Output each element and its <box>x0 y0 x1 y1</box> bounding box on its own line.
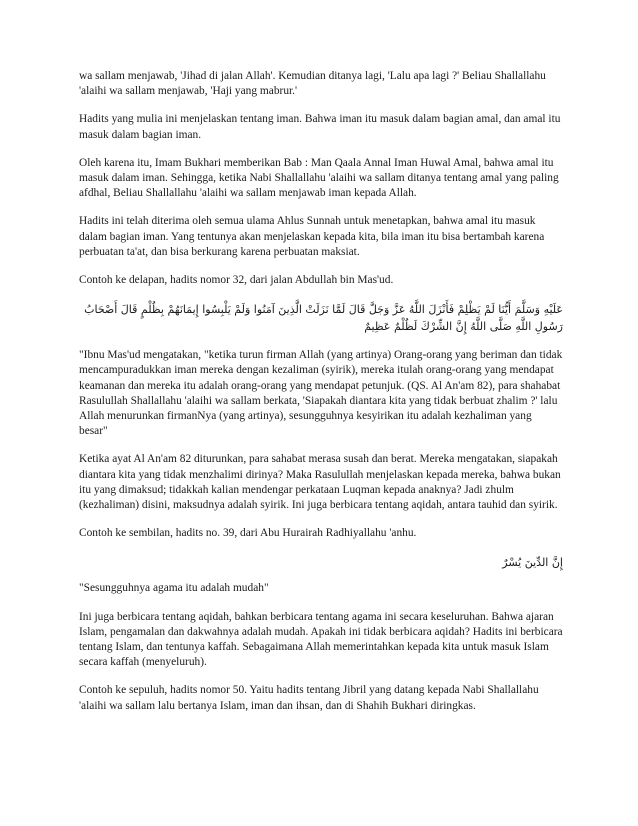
paragraph-aqidah-discussion: Ini juga berbicara tentang aqidah, bahkan berbicara tentang agama ini secara keseluruhan. Bahwa ajaran Islam, pengamalan dan dakwahnya adalah mudah. Apakah ini tidak berbicara aqidah? Hadits ini berbicara tentang Islam, dan tentunya kaffah. Sebagaimana Allah memerintahkan kepada kita untuk masuk Islam secara kaffah (menyeluruh). <box>79 610 563 669</box>
paragraph-example-10-heading: Contoh ke sepuluh, hadits nomor 50. Yaitu hadits tentang Jibril yang datang kepada Nabi Shallallahu 'alaihi wa sallam lalu bertanya Islam, iman dan ihsan, dan di Shahih Bukhari diringkas. <box>79 684 539 712</box>
paragraph-example-9-heading: Contoh ke sembilan, hadits no. 39, dari Abu Hurairah Radhiyallahu 'anhu. <box>79 527 417 540</box>
arabic-hadith-39: إِنَّ الدِّينَ يُسْرٌ <box>502 556 563 570</box>
paragraph-hadith-32-translation: "Ibnu Mas'ud mengatakan, "ketika turun firman Allah (yang artinya) Orang-orang yang beriman dan tidak mencampuradukkan iman mereka dengan kezaliman (syirik), mereka itulah orang-orang yang mendapat keamanan dan mereka itu adalah orang-orang yang mendapat petunjuk. (QS. Al An'am 82), para shahabat Rasulullah Shallallahu 'alaihi wa sallam berkata, 'Siapakah diantara kita yang tidak berbuat zhalim ?' lalu Allah menurunkan firmanNya (yang artinya), sesungguhnya kesyirikan itu adalah kezhaliman yang besar" <box>79 349 563 438</box>
paragraph-3: Oleh karena itu, Imam Bukhari memberikan Bab : Man Qaala Annal Iman Huwal Amal, bahwa amal itu masuk dalam iman. Sehingga, ketika Nabi Shallallahu 'alaihi wa sallam ditanya tentang amal yang paling afdhal, Beliau Shallallahu 'alaihi wa sallam menjawab iman kepada Allah. <box>79 156 559 200</box>
paragraph-1: wa sallam menjawab, 'Jihad di jalan Allah'. Kemudian ditanya lagi, 'Lalu apa lagi ?' Beliau Shallallahu 'alaihi wa sallam menjawab, 'Haji yang mabrur.' <box>79 70 546 98</box>
paragraph-example-8-heading: Contoh ke delapan, hadits nomor 32, dari jalan Abdullah bin Mas'ud. <box>79 274 394 287</box>
paragraph-2: Hadits yang mulia ini menjelaskan tentang iman. Bahwa iman itu masuk dalam bagian amal, dan amal itu masuk dalam bagian iman. <box>79 113 561 141</box>
paragraph-4: Hadits ini telah diterima oleh semua ulama Ahlus Sunnah untuk menetapkan, bahwa amal itu masuk dalam bagian iman. Yang tentunya akan menjelaskan kepada kita, bila iman itu bisa bertambah karena perbuatan ta'at, dan bisa berkurang karena perbuatan maksiat. <box>79 215 545 258</box>
arabic-hadith-32: عَلَيْهِ وَسَلَّمَ أَيُّنَا لَمْ يَظْلِمْ فَأَنْزَلَ اللَّهُ عَزَّ وَجَلَّ قَالَ لَمَّا نَزَلَتْ الَّذِينَ آمَنُوا وَلَمْ يَلْبِسُوا إِيمَانَهُمْ بِظُلْمٍ قَالَ أَصْحَابُ رَسُولِ اللَّهِ صَلَّى اللَّهُ إِنَّ الشِّرْكَ لَظُلْمٌ عَظِيمٌ <box>84 303 563 334</box>
paragraph-hadith-39-translation: "Sesungguhnya agama itu adalah mudah" <box>79 582 269 595</box>
document-body <box>79 69 563 727</box>
paragraph-explanation: Ketika ayat Al An'am 82 diturunkan, para sahabat merasa susah dan berat. Mereka mengatakan, siapakah diantara kita yang tidak menzhalimi dirinya? Maka Rasulullah menjelaskan kepada mereka, bahwa bukan itu yang dimaksud; tidakkah kalian mendengar perkataan Luqman kepada anaknya? Jadi zhulm (kezhaliman) disini, maksudnya adalah syirik. Ini juga berbicara tentang aqidah, antara tauhid dan syirik. <box>79 453 561 512</box>
